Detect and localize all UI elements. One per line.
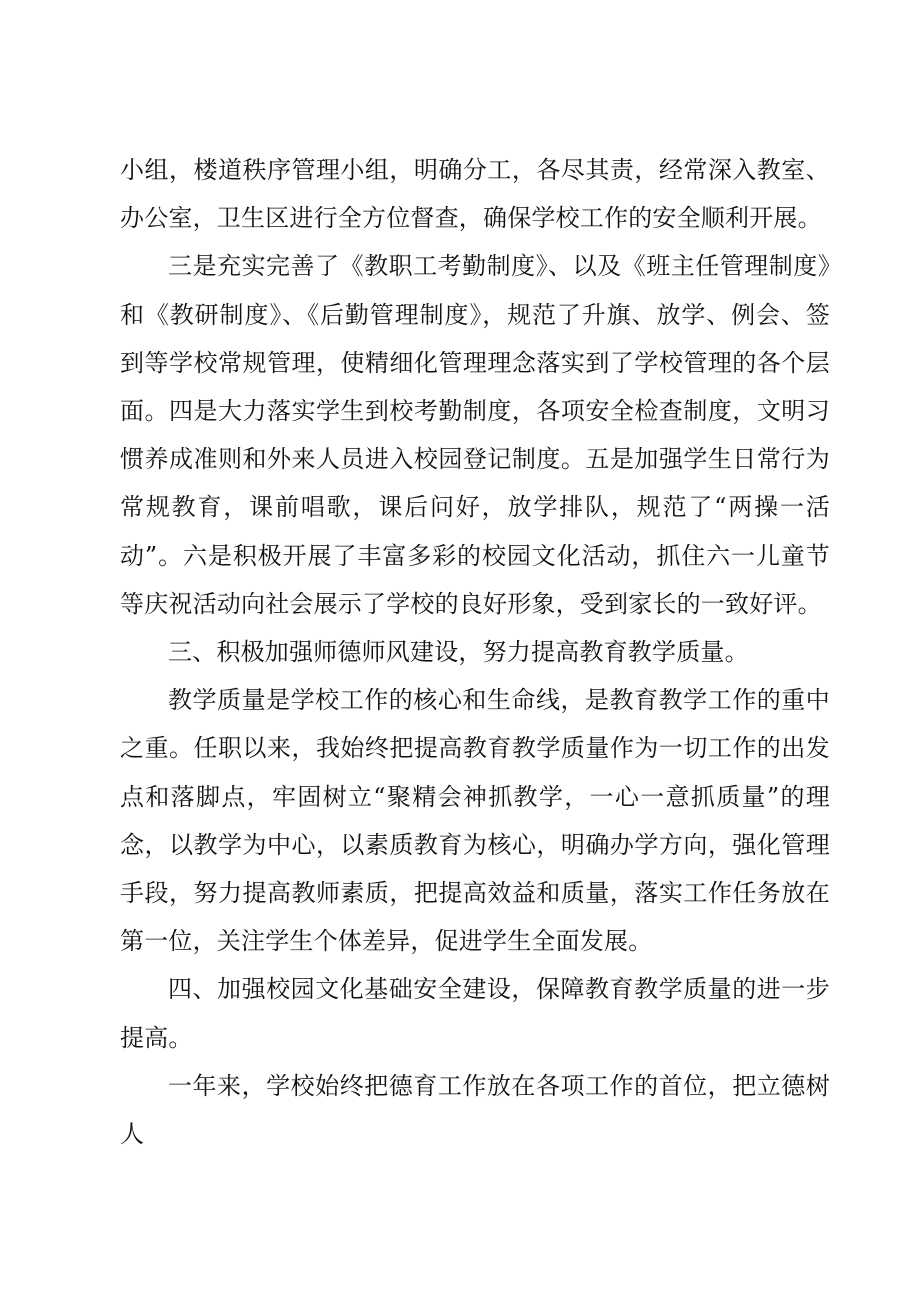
paragraph-regulations: 三是充实完善了《教职工考勤制度》、以及《班主任管理制度》和《教研制度》、《后勤管理制度》，规范了升旗、放学、例会、签到等学校常规管理，使精细化管理理念落实到了学校管理的各个层面。四是大力落实学生到校考勤制度，各项安全检查制度，文明习惯养成准则和外来人员进入校园登记制度。五是加强学生日常行为常规教育，课前唱歌，课后问好，放学排队，规范了“两操一活动”。六是积极开展了丰富多彩的校园文化活动，抓住六一儿童节等庆祝活动向社会展示了学校的良好形象，受到家长的一致好评。 <box>120 252 830 618</box>
paragraph-moral-education: 一年来，学校始终把德育工作放在各项工作的首位，把立德树人 <box>120 1071 830 1149</box>
section-heading-three: 三、积极加强师德师风建设，努力提高教育教学质量。 <box>168 638 749 667</box>
document-page <box>120 146 830 1158</box>
paragraph-continuation: 小组，楼道秩序管理小组，明确分工，各尽其责，经常深入教室、办公室，卫生区进行全方位督查，确保学校工作的安全顺利开展。 <box>120 156 830 233</box>
section-heading-four: 四、加强校园文化基础安全建设，保障教育教学质量的进一步提高。 <box>120 975 830 1052</box>
paragraph-teaching-quality: 教学质量是学校工作的核心和生命线，是教育教学工作的重中之重。任职以来，我始终把提高教育教学质量作为一切工作的出发点和落脚点，牢固树立“聚精会神抓教学，一心一意抓质量”的理念，以教学为中心，以素质教育为核心，明确办学方向，强化管理手段，努力提高教师素质，把提高效益和质量，落实工作任务放在第一位，关注学生个体差异，促进学生全面发展。 <box>120 686 830 956</box>
